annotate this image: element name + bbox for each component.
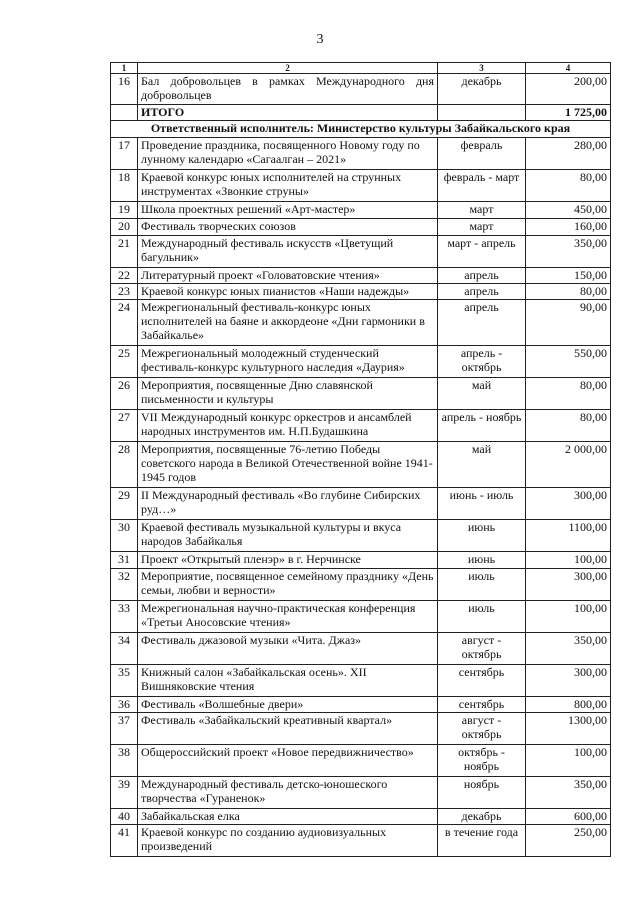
section-header-row (111, 121, 611, 138)
event-period: июнь (438, 552, 526, 569)
event-period: февраль (438, 138, 526, 170)
event-period: апрель (438, 268, 526, 284)
event-amount: 250,00 (526, 825, 611, 857)
event-period: ноябрь (438, 777, 526, 809)
event-period: февраль - март (438, 170, 526, 202)
event-name: Международный фестиваль детско-юношеского творчества «Гураненок» (138, 777, 438, 809)
column-number-2: 2 (138, 63, 438, 74)
table-row (111, 442, 611, 488)
event-period: июнь (438, 520, 526, 552)
row-number: 30 (111, 520, 138, 552)
table-row (111, 809, 611, 825)
event-period: декабрь (438, 809, 526, 825)
event-name: Фестиваль джазовой музыки «Чита. Джаз» (138, 633, 438, 665)
event-period: сентябрь (438, 665, 526, 697)
event-period: март - апрель (438, 236, 526, 268)
row-number: 17 (111, 138, 138, 170)
event-amount: 550,00 (526, 346, 611, 378)
row-number: 39 (111, 777, 138, 809)
row-number: 21 (111, 236, 138, 268)
event-amount: 100,00 (526, 601, 611, 633)
table-row (111, 777, 611, 809)
total-empty-cell (111, 105, 138, 121)
row-number: 32 (111, 569, 138, 601)
row-number: 40 (111, 809, 138, 825)
event-amount: 350,00 (526, 633, 611, 665)
event-amount: 160,00 (526, 219, 611, 236)
event-name: Книжный салон «Забайкальская осень». XII Вишняковские чтения (138, 665, 438, 697)
table-row (111, 745, 611, 777)
table-row (111, 633, 611, 665)
event-name: Мероприятие, посвященное семейному празднику «День семьи, любви и верности» (138, 569, 438, 601)
column-number-row (111, 63, 611, 74)
event-name: Краевой конкурс юных исполнителей на струнных инструментах «Звонкие струны» (138, 170, 438, 202)
table-row (111, 74, 611, 105)
row-number: 35 (111, 665, 138, 697)
event-period: в течение года (438, 825, 526, 857)
row-number: 25 (111, 346, 138, 378)
event-amount: 80,00 (526, 378, 611, 410)
table-row (111, 713, 611, 745)
event-period: июль (438, 569, 526, 601)
row-number: 33 (111, 601, 138, 633)
event-amount: 450,00 (526, 202, 611, 219)
table-row (111, 346, 611, 378)
row-number: 36 (111, 697, 138, 713)
table-row (111, 284, 611, 300)
event-amount: 1300,00 (526, 713, 611, 745)
event-name: Школа проектных решений «Арт-мастер» (138, 202, 438, 219)
table-row (111, 138, 611, 170)
table-row (111, 202, 611, 219)
event-name: Краевой фестиваль музыкальной культуры и вкуса народов Забайкалья (138, 520, 438, 552)
event-period: август - октябрь (438, 633, 526, 665)
table-row (111, 569, 611, 601)
event-name: Фестиваль «Забайкальский креативный квартал» (138, 713, 438, 745)
event-amount: 80,00 (526, 410, 611, 442)
table-row (111, 410, 611, 442)
event-name: Межрегиональная научно-практическая конференция «Третьи Аносовские чтения» (138, 601, 438, 633)
row-number: 22 (111, 268, 138, 284)
event-amount: 350,00 (526, 777, 611, 809)
event-period: май (438, 378, 526, 410)
event-period: май (438, 442, 526, 488)
event-name: II Международный фестиваль «Во глубине Сибирских руд…» (138, 488, 438, 520)
table-row (111, 170, 611, 202)
event-amount: 80,00 (526, 284, 611, 300)
event-period: апрель - ноябрь (438, 410, 526, 442)
event-amount: 100,00 (526, 745, 611, 777)
table-row (111, 601, 611, 633)
event-name: Бал добровольцев в рамках Международного дня добровольцев (138, 74, 438, 105)
event-period: август - октябрь (438, 713, 526, 745)
table-row (111, 665, 611, 697)
event-name: Мероприятия, посвященные 76-летию Победы советского народа в Великой Отечественной войне 1941-1945 годов (138, 442, 438, 488)
event-period: сентябрь (438, 697, 526, 713)
row-number: 23 (111, 284, 138, 300)
event-name: Литературный проект «Головатовские чтения» (138, 268, 438, 284)
event-period: апрель (438, 300, 526, 346)
event-name: Краевой конкурс по созданию аудиовизуальных произведений (138, 825, 438, 857)
table-row (111, 552, 611, 569)
row-number: 24 (111, 300, 138, 346)
event-name: VII Международный конкурс оркестров и ансамблей народных инструментов им. Н.П.Будашкина (138, 410, 438, 442)
total-amount: 1 725,00 (526, 105, 611, 121)
table-row (111, 520, 611, 552)
event-amount: 80,00 (526, 170, 611, 202)
event-name: Общероссийский проект «Новое передвижничество» (138, 745, 438, 777)
table-row (111, 219, 611, 236)
row-number: 41 (111, 825, 138, 857)
event-name: Проведение праздника, посвященного Новому году по лунному календарю «Сагаалган – 2021» (138, 138, 438, 170)
row-number: 20 (111, 219, 138, 236)
column-number-3: 3 (438, 63, 526, 74)
event-amount: 200,00 (526, 74, 611, 105)
event-amount: 1100,00 (526, 520, 611, 552)
event-amount: 100,00 (526, 552, 611, 569)
section-title: Ответственный исполнитель: Министерство культуры Забайкальского края (111, 121, 611, 138)
row-number: 34 (111, 633, 138, 665)
event-amount: 300,00 (526, 569, 611, 601)
event-name: Мероприятия, посвященные Дню славянской письменности и культуры (138, 378, 438, 410)
table-row (111, 268, 611, 284)
total-label: ИТОГО (138, 105, 438, 121)
row-number: 27 (111, 410, 138, 442)
event-period: декабрь (438, 74, 526, 105)
column-number-4: 4 (526, 63, 611, 74)
event-amount: 300,00 (526, 665, 611, 697)
row-number: 19 (111, 202, 138, 219)
event-period: апрель - октябрь (438, 346, 526, 378)
event-period: октябрь - ноябрь (438, 745, 526, 777)
event-amount: 280,00 (526, 138, 611, 170)
table-row (111, 488, 611, 520)
row-number: 37 (111, 713, 138, 745)
table-row (111, 825, 611, 857)
event-amount: 800,00 (526, 697, 611, 713)
event-name: Международный фестиваль искусств «Цветущий багульник» (138, 236, 438, 268)
row-number: 26 (111, 378, 138, 410)
event-name: Фестиваль творческих союзов (138, 219, 438, 236)
event-name: Межрегиональный фестиваль-конкурс юных исполнителей на баяне и аккордеоне «Дни гармоники в Забайкалье» (138, 300, 438, 346)
event-name: Фестиваль «Волшебные двери» (138, 697, 438, 713)
event-name: Краевой конкурс юных пианистов «Наши надежды» (138, 284, 438, 300)
page-number: 3 (316, 32, 324, 47)
event-period: июль (438, 601, 526, 633)
event-period: март (438, 219, 526, 236)
event-amount: 350,00 (526, 236, 611, 268)
column-number-1: 1 (111, 63, 138, 74)
event-amount: 300,00 (526, 488, 611, 520)
row-number: 16 (111, 74, 138, 105)
row-number: 29 (111, 488, 138, 520)
event-name: Забайкальская елка (138, 809, 438, 825)
event-amount: 2 000,00 (526, 442, 611, 488)
total-row (111, 105, 611, 121)
events-table (110, 62, 611, 857)
event-amount: 600,00 (526, 809, 611, 825)
event-amount: 150,00 (526, 268, 611, 284)
row-number: 38 (111, 745, 138, 777)
table-row (111, 697, 611, 713)
row-number: 18 (111, 170, 138, 202)
event-name: Проект «Открытый пленэр» в г. Нерчинске (138, 552, 438, 569)
total-empty-period (438, 105, 526, 121)
row-number: 31 (111, 552, 138, 569)
event-amount: 90,00 (526, 300, 611, 346)
table-row (111, 378, 611, 410)
event-period: апрель (438, 284, 526, 300)
table-row (111, 300, 611, 346)
table-row (111, 236, 611, 268)
event-period: март (438, 202, 526, 219)
event-period: июнь - июль (438, 488, 526, 520)
event-name: Межрегиональный молодежный студенческий фестиваль-конкурс культурного наследия «Даурия» (138, 346, 438, 378)
row-number: 28 (111, 442, 138, 488)
